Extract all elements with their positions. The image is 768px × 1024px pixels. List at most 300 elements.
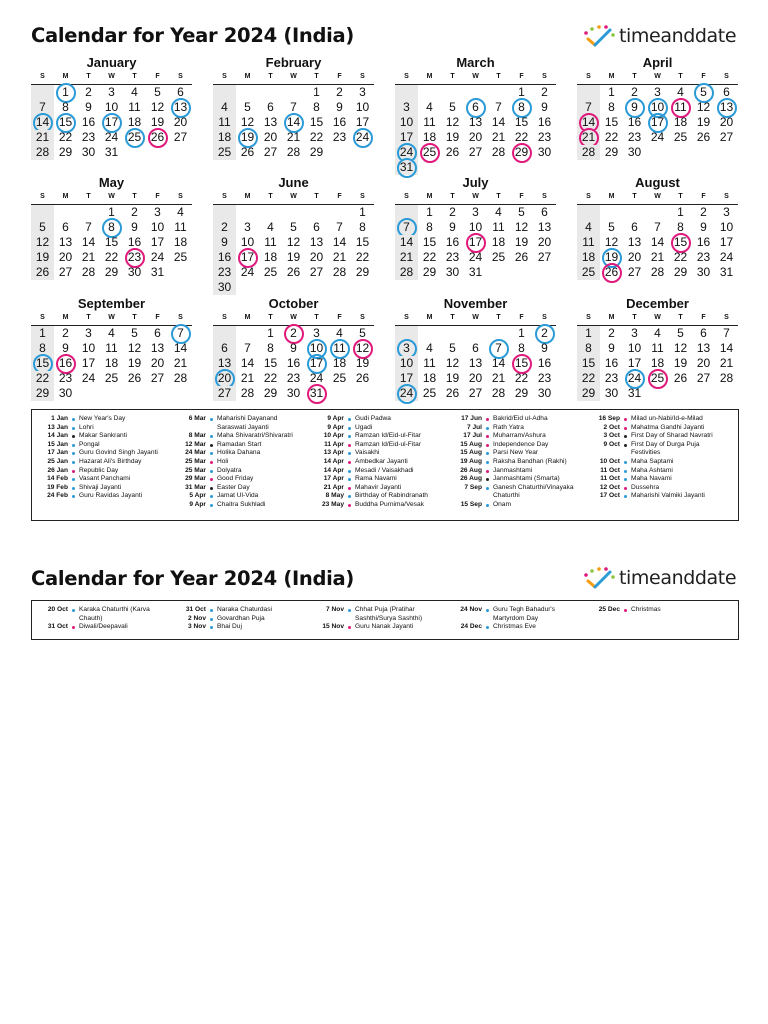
day-cell[interactable]: 30	[286, 386, 301, 400]
day-cell[interactable]: 14	[491, 115, 506, 129]
day-cell[interactable]: 4	[336, 326, 343, 340]
day-cell[interactable]: 23	[696, 250, 711, 264]
day-cell[interactable]: 9	[623, 100, 646, 115]
day-cell[interactable]: 20	[263, 130, 278, 144]
day-cell[interactable]: 4	[677, 85, 684, 99]
day-cell[interactable]: 22	[604, 130, 619, 144]
day-cell[interactable]: 27	[468, 145, 483, 159]
day-cell[interactable]: 17	[646, 115, 669, 130]
day-cell[interactable]: 2	[336, 85, 343, 99]
day-cell[interactable]: 12	[351, 341, 374, 356]
day-cell[interactable]: 25	[422, 386, 437, 400]
day-cell[interactable]: 10	[395, 115, 418, 130]
day-cell[interactable]: 25	[123, 130, 146, 145]
day-cell[interactable]: 13	[696, 341, 711, 355]
day-cell[interactable]: 21	[173, 356, 188, 370]
day-cell[interactable]: 19	[445, 130, 460, 144]
day-cell[interactable]: 20	[213, 371, 236, 386]
day-cell[interactable]: 3	[108, 85, 115, 99]
day-cell[interactable]: 4	[426, 341, 433, 355]
day-cell[interactable]: 12	[150, 100, 165, 114]
day-cell[interactable]: 17	[719, 235, 734, 249]
day-cell[interactable]: 15	[514, 115, 529, 129]
day-cell[interactable]: 22	[31, 371, 54, 386]
day-cell[interactable]: 21	[395, 250, 418, 265]
day-cell[interactable]: 9	[608, 341, 615, 355]
day-cell[interactable]: 10	[719, 220, 734, 234]
day-cell[interactable]: 13	[627, 235, 642, 249]
day-cell[interactable]: 28	[31, 145, 54, 160]
day-cell[interactable]: 16	[332, 115, 347, 129]
day-cell[interactable]: 7	[85, 220, 92, 234]
day-cell[interactable]: 14	[491, 356, 506, 370]
day-cell[interactable]: 22	[309, 130, 324, 144]
day-cell[interactable]: 27	[696, 371, 711, 385]
day-cell[interactable]: 5	[244, 100, 251, 114]
day-cell[interactable]: 21	[286, 130, 301, 144]
day-cell[interactable]: 23	[286, 371, 301, 385]
day-cell[interactable]: 10	[305, 341, 328, 356]
day-cell[interactable]: 9	[700, 220, 707, 234]
day-cell[interactable]: 22	[577, 371, 600, 386]
day-cell[interactable]: 23	[537, 371, 552, 385]
day-cell[interactable]: 19	[355, 356, 370, 370]
day-cell[interactable]: 7	[654, 220, 661, 234]
day-cell[interactable]: 20	[696, 356, 711, 370]
day-cell[interactable]: 23	[332, 130, 347, 144]
day-cell[interactable]: 1	[426, 205, 433, 219]
day-cell[interactable]: 20	[468, 130, 483, 144]
day-cell[interactable]: 17	[236, 250, 259, 265]
day-cell[interactable]: 1	[608, 85, 615, 99]
day-cell[interactable]: 3	[244, 220, 251, 234]
day-cell[interactable]: 13	[468, 115, 483, 129]
day-cell[interactable]: 2	[541, 85, 548, 99]
day-cell[interactable]: 23	[627, 130, 642, 144]
day-cell[interactable]: 20	[58, 250, 73, 264]
day-cell[interactable]: 23	[81, 130, 96, 144]
day-cell[interactable]: 14	[719, 341, 734, 355]
day-cell[interactable]: 17	[627, 356, 642, 370]
day-cell[interactable]: 4	[267, 220, 274, 234]
day-cell[interactable]: 9	[85, 100, 92, 114]
day-cell[interactable]: 21	[332, 250, 347, 264]
day-cell[interactable]: 26	[127, 371, 142, 385]
day-cell[interactable]: 9	[541, 100, 548, 114]
day-cell[interactable]: 22	[514, 371, 529, 385]
day-cell[interactable]: 5	[692, 85, 715, 100]
day-cell[interactable]: 28	[332, 265, 347, 279]
day-cell[interactable]: 14	[650, 235, 665, 249]
day-cell[interactable]: 29	[577, 386, 600, 401]
day-cell[interactable]: 26	[355, 371, 370, 385]
day-cell[interactable]: 11	[492, 220, 505, 234]
day-cell[interactable]: 25	[173, 250, 188, 264]
day-cell[interactable]: 4	[495, 205, 502, 219]
day-cell[interactable]: 9	[62, 341, 69, 355]
day-cell[interactable]: 27	[213, 386, 236, 401]
day-cell[interactable]: 6	[213, 341, 236, 356]
day-cell[interactable]: 3	[359, 85, 366, 99]
day-cell[interactable]: 31	[104, 145, 119, 159]
day-cell[interactable]: 20	[627, 250, 642, 264]
day-cell[interactable]: 13	[58, 235, 73, 249]
day-cell[interactable]: 22	[104, 250, 119, 264]
day-cell[interactable]: 8	[313, 100, 320, 114]
day-cell[interactable]: 30	[81, 145, 96, 159]
day-cell[interactable]: 19	[31, 250, 54, 265]
day-cell[interactable]: 24	[150, 250, 165, 264]
day-cell[interactable]: 25	[263, 265, 278, 279]
day-cell[interactable]: 12	[286, 235, 301, 249]
day-cell[interactable]: 8	[608, 100, 615, 114]
day-cell[interactable]: 11	[577, 235, 600, 250]
day-cell[interactable]: 4	[654, 326, 661, 340]
day-cell[interactable]: 1	[54, 85, 77, 100]
day-cell[interactable]: 13	[309, 235, 324, 249]
day-cell[interactable]: 30	[127, 265, 142, 279]
day-cell[interactable]: 2	[449, 205, 456, 219]
day-cell[interactable]: 3	[395, 341, 418, 356]
day-cell[interactable]: 20	[150, 356, 165, 370]
day-cell[interactable]: 3	[654, 85, 661, 99]
day-cell[interactable]: 8	[577, 341, 600, 356]
day-cell[interactable]: 27	[719, 130, 734, 144]
day-cell[interactable]: 1	[31, 326, 54, 341]
day-cell[interactable]: 7	[169, 326, 192, 341]
day-cell[interactable]: 24	[395, 386, 418, 401]
day-cell[interactable]: 19	[236, 130, 259, 145]
day-cell[interactable]: 28	[240, 386, 255, 400]
day-cell[interactable]: 27	[58, 265, 73, 279]
day-cell[interactable]: 1	[518, 85, 525, 99]
day-cell[interactable]: 25	[646, 371, 669, 386]
day-cell[interactable]: 5	[154, 85, 161, 99]
day-cell[interactable]: 22	[422, 250, 437, 264]
day-cell[interactable]: 19	[150, 115, 165, 129]
day-cell[interactable]: 1	[577, 326, 600, 341]
timeanddate-logo-2[interactable]	[583, 567, 743, 593]
day-cell[interactable]: 10	[150, 220, 165, 234]
day-cell[interactable]: 18	[650, 356, 665, 370]
day-cell[interactable]: 26	[146, 130, 169, 145]
day-cell[interactable]: 14	[173, 341, 188, 355]
day-cell[interactable]: 26	[600, 265, 623, 280]
day-cell[interactable]: 8	[510, 100, 533, 115]
day-cell[interactable]: 8	[426, 220, 433, 234]
day-cell[interactable]: 12	[240, 115, 255, 129]
day-cell[interactable]: 24	[719, 250, 734, 264]
day-cell[interactable]: 18	[173, 235, 188, 249]
day-cell[interactable]: 3	[723, 205, 730, 219]
day-cell[interactable]: 8	[359, 220, 366, 234]
day-cell[interactable]: 3	[395, 100, 418, 115]
day-cell[interactable]: 19	[600, 250, 623, 265]
day-cell[interactable]: 18	[213, 130, 236, 145]
day-cell[interactable]: 9	[213, 235, 236, 250]
day-cell[interactable]: 26	[31, 265, 54, 280]
day-cell[interactable]: 10	[240, 235, 255, 249]
day-cell[interactable]: 27	[150, 371, 165, 385]
day-cell[interactable]: 26	[445, 386, 460, 400]
day-cell[interactable]: 16	[286, 356, 301, 370]
day-cell[interactable]: 21	[31, 130, 54, 145]
day-cell[interactable]: 19	[514, 235, 529, 249]
day-cell[interactable]: 21	[491, 130, 506, 144]
day-cell[interactable]: 11	[174, 220, 187, 234]
day-cell[interactable]: 3	[631, 326, 638, 340]
day-cell[interactable]: 18	[491, 235, 506, 249]
day-cell[interactable]: 10	[468, 220, 483, 234]
day-cell[interactable]: 10	[104, 100, 119, 114]
day-cell[interactable]: 12	[445, 115, 460, 129]
day-cell[interactable]: 10	[395, 356, 418, 371]
day-cell[interactable]: 30	[537, 145, 552, 159]
day-cell[interactable]: 23	[213, 265, 236, 280]
day-cell[interactable]: 15	[263, 356, 278, 370]
day-cell[interactable]: 21	[491, 371, 506, 385]
day-cell[interactable]: 9	[449, 220, 456, 234]
day-cell[interactable]: 27	[173, 130, 188, 144]
day-cell[interactable]: 11	[669, 100, 692, 115]
day-cell[interactable]: 31	[150, 265, 165, 279]
day-cell[interactable]: 12	[673, 341, 688, 355]
day-cell[interactable]: 3	[313, 326, 320, 340]
day-cell[interactable]: 25	[673, 130, 688, 144]
day-cell[interactable]: 9	[131, 220, 138, 234]
day-cell[interactable]: 14	[332, 235, 347, 249]
day-cell[interactable]: 19	[127, 356, 142, 370]
day-cell[interactable]: 15	[510, 356, 533, 371]
day-cell[interactable]: 20	[309, 250, 324, 264]
day-cell[interactable]: 5	[608, 220, 615, 234]
day-cell[interactable]: 26	[514, 250, 529, 264]
day-cell[interactable]: 28	[719, 371, 734, 385]
day-cell[interactable]: 10	[646, 100, 669, 115]
day-cell[interactable]: 6	[541, 205, 548, 219]
day-cell[interactable]: 10	[627, 341, 642, 355]
day-cell[interactable]: 11	[128, 100, 141, 114]
day-cell[interactable]: 22	[355, 250, 370, 264]
day-cell[interactable]: 25	[491, 250, 506, 264]
day-cell[interactable]: 30	[537, 386, 552, 400]
day-cell[interactable]: 11	[213, 115, 236, 130]
day-cell[interactable]: 18	[332, 356, 347, 370]
day-cell[interactable]: 1	[108, 205, 115, 219]
day-cell[interactable]: 13	[715, 100, 738, 115]
day-cell[interactable]: 5	[449, 341, 456, 355]
day-cell[interactable]: 6	[464, 100, 487, 115]
day-cell[interactable]: 4	[131, 85, 138, 99]
day-cell[interactable]: 2	[131, 205, 138, 219]
timeanddate-logo[interactable]	[583, 25, 743, 51]
day-cell[interactable]: 28	[395, 265, 418, 280]
day-cell[interactable]: 16	[54, 356, 77, 371]
day-cell[interactable]: 21	[719, 356, 734, 370]
day-cell[interactable]: 24	[104, 130, 119, 144]
day-cell[interactable]: 15	[422, 235, 437, 249]
day-cell[interactable]: 4	[426, 100, 433, 114]
day-cell[interactable]: 28	[81, 265, 96, 279]
day-cell[interactable]: 24	[81, 371, 96, 385]
day-cell[interactable]: 21	[577, 130, 600, 145]
day-cell[interactable]: 12	[31, 235, 54, 250]
day-cell[interactable]: 24	[351, 130, 374, 145]
day-cell[interactable]: 28	[491, 145, 506, 159]
day-cell[interactable]: 30	[604, 386, 619, 400]
day-cell[interactable]: 29	[673, 265, 688, 279]
day-cell[interactable]: 26	[696, 130, 711, 144]
day-cell[interactable]: 31	[305, 386, 328, 401]
day-cell[interactable]: 12	[696, 100, 711, 114]
day-cell[interactable]: 22	[673, 250, 688, 264]
day-cell[interactable]: 1	[359, 205, 366, 219]
day-cell[interactable]: 9	[541, 341, 548, 355]
day-cell[interactable]: 29	[31, 386, 54, 401]
day-cell[interactable]: 29	[604, 145, 619, 159]
day-cell[interactable]: 27	[537, 250, 552, 264]
day-cell[interactable]: 29	[422, 265, 437, 279]
day-cell[interactable]: 17	[81, 356, 96, 370]
day-cell[interactable]: 6	[154, 326, 161, 340]
day-cell[interactable]: 27	[468, 386, 483, 400]
day-cell[interactable]: 7	[244, 341, 251, 355]
day-cell[interactable]: 16	[127, 235, 142, 249]
day-cell[interactable]: 18	[422, 130, 437, 144]
day-cell[interactable]: 17	[395, 371, 418, 386]
day-cell[interactable]: 18	[422, 371, 437, 385]
day-cell[interactable]: 19	[673, 356, 688, 370]
day-cell[interactable]: 15	[54, 115, 77, 130]
day-cell[interactable]: 20	[719, 115, 734, 129]
day-cell[interactable]: 16	[445, 235, 460, 249]
day-cell[interactable]: 9	[336, 100, 343, 114]
day-cell[interactable]: 2	[282, 326, 305, 341]
day-cell[interactable]: 11	[423, 356, 436, 370]
day-cell[interactable]: 17	[150, 235, 165, 249]
day-cell[interactable]: 23	[123, 250, 146, 265]
day-cell[interactable]: 15	[355, 235, 370, 249]
day-cell[interactable]: 17	[395, 130, 418, 145]
day-cell[interactable]: 14	[81, 235, 96, 249]
day-cell[interactable]: 29	[309, 145, 324, 159]
day-cell[interactable]: 20	[173, 115, 188, 129]
day-cell[interactable]: 30	[445, 265, 460, 279]
day-cell[interactable]: 10	[81, 341, 96, 355]
day-cell[interactable]: 7	[723, 326, 730, 340]
day-cell[interactable]: 14	[577, 115, 600, 130]
day-cell[interactable]: 16	[81, 115, 96, 129]
day-cell[interactable]: 28	[577, 145, 600, 160]
day-cell[interactable]: 4	[177, 205, 184, 219]
day-cell[interactable]: 6	[62, 220, 69, 234]
day-cell[interactable]: 17	[464, 235, 487, 250]
day-cell[interactable]: 8	[62, 100, 69, 114]
day-cell[interactable]: 26	[445, 145, 460, 159]
day-cell[interactable]: 12	[514, 220, 529, 234]
day-cell[interactable]: 28	[173, 371, 188, 385]
day-cell[interactable]: 24	[623, 371, 646, 386]
day-cell[interactable]: 25	[104, 371, 119, 385]
day-cell[interactable]: 24	[395, 145, 418, 160]
day-cell[interactable]: 30	[696, 265, 711, 279]
day-cell[interactable]: 31	[468, 265, 483, 279]
day-cell[interactable]: 5	[518, 205, 525, 219]
day-cell[interactable]: 1	[677, 205, 684, 219]
day-cell[interactable]: 19	[696, 115, 711, 129]
day-cell[interactable]: 6	[631, 220, 638, 234]
day-cell[interactable]: 5	[677, 326, 684, 340]
day-cell[interactable]: 25	[418, 145, 441, 160]
day-cell[interactable]: 2	[62, 326, 69, 340]
day-cell[interactable]: 5	[131, 326, 138, 340]
day-cell[interactable]: 8	[100, 220, 123, 235]
day-cell[interactable]: 1	[313, 85, 320, 99]
day-cell[interactable]: 31	[627, 386, 642, 400]
day-cell[interactable]: 22	[58, 130, 73, 144]
day-cell[interactable]: 20	[468, 371, 483, 385]
day-cell[interactable]: 23	[445, 250, 460, 264]
day-cell[interactable]: 16	[213, 250, 236, 265]
day-cell[interactable]: 11	[423, 115, 436, 129]
day-cell[interactable]: 25	[577, 265, 600, 280]
day-cell[interactable]: 13	[213, 356, 236, 371]
day-cell[interactable]: 15	[577, 356, 600, 371]
day-cell[interactable]: 13	[468, 356, 483, 370]
day-cell[interactable]: 1	[267, 326, 274, 340]
day-cell[interactable]: 18	[104, 356, 119, 370]
day-cell[interactable]: 17	[305, 356, 328, 371]
day-cell[interactable]: 3	[154, 205, 161, 219]
day-cell[interactable]: 29	[58, 145, 73, 159]
day-cell[interactable]: 15	[104, 235, 119, 249]
day-cell[interactable]: 3	[85, 326, 92, 340]
day-cell[interactable]: 5	[359, 326, 366, 340]
day-cell[interactable]: 29	[514, 386, 529, 400]
day-cell[interactable]: 15	[669, 235, 692, 250]
day-cell[interactable]: 27	[627, 265, 642, 279]
day-cell[interactable]: 7	[495, 100, 502, 114]
day-cell[interactable]: 16	[604, 356, 619, 370]
day-cell[interactable]: 23	[604, 371, 619, 385]
day-cell[interactable]: 27	[263, 145, 278, 159]
day-cell[interactable]: 25	[213, 145, 236, 160]
day-cell[interactable]: 9	[290, 341, 297, 355]
day-cell[interactable]: 24	[240, 265, 255, 279]
day-cell[interactable]: 2	[608, 326, 615, 340]
day-cell[interactable]: 11	[105, 341, 118, 355]
day-cell[interactable]: 29	[510, 145, 533, 160]
day-cell[interactable]: 18	[127, 115, 142, 129]
day-cell[interactable]: 7	[336, 220, 343, 234]
day-cell[interactable]: 11	[328, 341, 351, 356]
day-cell[interactable]: 29	[355, 265, 370, 279]
day-cell[interactable]: 14	[395, 235, 418, 250]
day-cell[interactable]: 12	[127, 341, 142, 355]
day-cell[interactable]: 8	[31, 341, 54, 356]
day-cell[interactable]: 13	[169, 100, 192, 115]
day-cell[interactable]: 24	[468, 250, 483, 264]
day-cell[interactable]: 23	[537, 130, 552, 144]
day-cell[interactable]: 28	[650, 265, 665, 279]
day-cell[interactable]: 20	[537, 235, 552, 249]
day-cell[interactable]: 4	[577, 220, 600, 235]
day-cell[interactable]: 5	[290, 220, 297, 234]
day-cell[interactable]: 29	[104, 265, 119, 279]
day-cell[interactable]: 10	[355, 100, 370, 114]
day-cell[interactable]: 18	[577, 250, 600, 265]
day-cell[interactable]: 17	[355, 115, 370, 129]
